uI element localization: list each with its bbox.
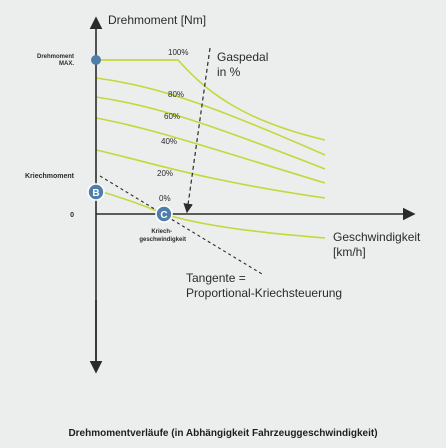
creep-speed-line2: geschwindigkeit [139,237,186,243]
label-max-line2: MAX. [59,61,74,67]
creep-speed-line1: Kriech- [151,229,172,235]
pedal-label-line2: in % [217,65,241,79]
curve-label-0: 0% [159,194,171,203]
point-b-label: B [92,188,100,199]
tangent-label-line1: Tangente = [186,271,246,285]
label-creep: Kriechmoment [24,173,74,180]
point-c-label: C [160,210,168,221]
curve-label-20: 20% [157,169,174,178]
curve-label-100: 100% [168,48,189,57]
x-axis-title-line1: Geschwindigkeit [333,230,421,244]
y-axis-title: Drehmoment [Nm] [108,13,207,27]
curve-100 [96,60,325,140]
label-max-line1: Drehmoment [36,54,74,60]
tangent-line [100,176,262,274]
curve-20 [96,150,325,198]
tangent-label-line2: Proportional-Kriechsteuerung [186,286,343,300]
point-max-torque [91,55,101,65]
x-axis-title-line2: [km/h] [333,245,366,259]
pedal-label-line1: Gaspedal [217,50,269,64]
curve-label-40: 40% [161,137,178,146]
curve-label-60: 60% [164,112,181,121]
curve-40 [96,118,325,183]
curve-label-80: 80% [168,90,185,99]
figure-caption: Drehmomentverläufe (in Abhängigkeit Fahrzeuggeschwindigkeit) [68,428,378,439]
label-zero: 0 [70,212,74,219]
